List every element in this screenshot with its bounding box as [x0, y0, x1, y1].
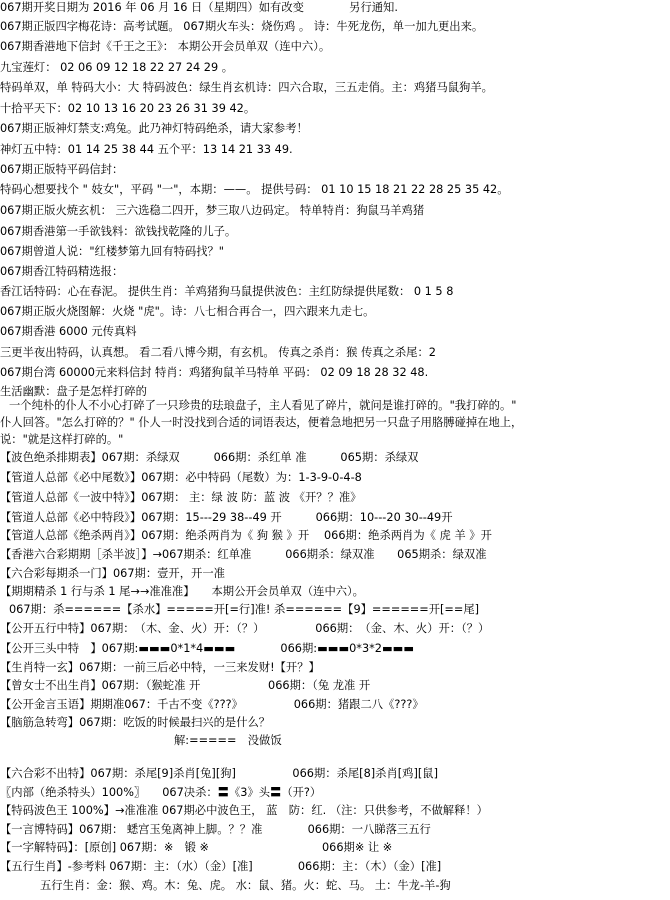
- text-line-draw-date: 067期开奖日期为 2016 年 06 月 16 日（星期四）如有改变 另行通知.: [0, 1, 398, 14]
- text-line-five-zodiac: 【五行生肖】-参考料 067期：主：（水）（金）[准] 066期：主：（木）（金）[准]: [0, 860, 442, 873]
- text-line-humor-title: 生活幽默：盘子是怎样打碎的: [0, 385, 147, 398]
- text-line-taoist: 067期曾道人说："红楼梦第九回有特码找？": [0, 245, 225, 258]
- text-line-zodiac-mystery: 【生肖特一玄】067期：一前三后必中特，一三来发财!【开？】: [0, 661, 320, 674]
- text-line-lamp-ban: 067期正版神灯禁支:鸡兔。此乃神灯特码绝杀，请大家参考！: [0, 122, 308, 135]
- text-line-tail-number: 【管道人总部《必中尾数》】067期：必中特码（尾数）为：1-3-9-0-4-8: [0, 471, 362, 484]
- text-line-kill-gate: 【六合彩每期杀一门】067期：壹开，开一准: [0, 567, 225, 580]
- text-line-five-zodiac-list: 五行生肖：金：猴、鸡。木：兔、虎。 水：鼠、猪。火：蛇、马。 土：牛龙-羊-狗: [40, 879, 451, 892]
- text-line-ms-zeng: 【曾女士不出生肖】067期：（猴蛇准 开 066期：（兔 龙准 开: [0, 679, 371, 692]
- text-line-one-word-bet: 【一言博特码】067期： 蟋宫玉兔离神上脚。？？准 066期：一八睇落三五行: [0, 823, 431, 836]
- text-line-code-heart: 特码心想要找个 " 妓女"，平码 "一"，本期：——。 提供号码： 01 10 15 18 21 22 28 25 35 42。: [0, 183, 509, 196]
- text-line-internal: 〖内部（绝杀特头）100%〗 067决杀：〓《3》头〓（开?）: [0, 786, 322, 799]
- text-line-plum-poem: 067期正版四字梅花诗：高考试题。 067期火车头：烧伤鸡 。 诗：牛死龙伤，单一加九更出来。: [0, 20, 484, 33]
- text-line-fire-mystery: 067期正版火焼玄机： 三六选稳二四开，梦三取八边码定。 特单特肖：狗鼠马羊鸡猪: [0, 204, 425, 217]
- text-line-kill-row: 【期期精杀 1 行与杀 1 尾→→准准准】 本期公开会员单双（连中六）。: [0, 585, 364, 598]
- text-line-ten-numbers: 十拾平天下：02 10 13 16 20 23 26 31 39 42。: [0, 102, 256, 115]
- text-line-humor-2: 仆人回答。"怎么打碎的？" 仆人一时没找到合适的词语表达，便着急地把另一只盘子用胳膊碰掉在地上，: [0, 416, 523, 429]
- text-line-humor-3: 说："就是这样打碎的。": [0, 433, 124, 446]
- text-line-humor-1: 一个纯朴的仆人不小心打碎了一只珍贵的珐琅盘子，主人看见了碎片，就问是谁打碎的。"我打碎的。": [9, 399, 517, 412]
- text-line-envelope: 067期香港地下信封《千王之王》： 本期公开会员单双（连中六）。: [0, 40, 331, 53]
- text-line-kill-two: 【管道人总部《绝杀两肖》】067期：绝杀两肖为《 狗 猴 》开 066期：绝杀两肖为《 虎 羊 》开: [0, 529, 492, 542]
- text-line-half-wave: 【香港六合彩期期［杀半波］】→067期杀：红单准 066期杀：绿双准 065期杀：绿双准: [0, 548, 487, 561]
- text-line-one-char: 【一字解特码】：[原创] 067期：※ 锻 ※ 066期※ 让 ※: [0, 841, 393, 854]
- text-line-wave-color: 【波色绝杀排期表】067期：杀绿双 066期：杀红单 准 065期：杀绿双: [0, 451, 419, 464]
- text-line-fire-diagram: 067期正版火烧图解：火烧 "虎"。诗：八七相合再合一，四六跟来九走七。: [0, 305, 375, 318]
- text-line-riddle: 【脑筋急转弯】067期：吃饭的时候最扫兴的是什么？: [0, 716, 271, 729]
- text-line-five-elements: 【公开五行中特】067期： （木、金、火）开：（？） 066期： （金、木、火）开：（？）: [0, 622, 490, 635]
- text-line-wave-king: 【特码波色王 100%】→准准准 067期必中波色王， 蓝 防：红. （注：只供参考，不做解释！）: [0, 804, 488, 817]
- text-line-special-code: 特码单双，单 特码大小：大 特码波色：绿生肖玄机诗：四六合取，三五走俏。主：鸡猪马鼠狗羊。: [0, 81, 493, 94]
- text-line-one-wave: 【管道人总部《一波中特》】067期： 主：绿 波 防：蓝 波 《开？？准》: [0, 491, 362, 504]
- text-line-lotus-lamp: 九宝莲灯： 02 06 09 12 18 22 27 24 29 。: [0, 61, 234, 74]
- text-line-lamp-five: 神灯五中特：01 14 25 38 44 五个平：13 14 21 33 49.: [0, 143, 293, 156]
- text-line-kill-water: 067期：杀======【杀水】=====开[=行]准! 杀======【9】======开[==尾]: [9, 603, 480, 616]
- text-line-three-heads: 【公开三头中特 】067期:▬▬▬0*1*4▬▬▬ 066期:▬▬▬0*3*2▬▬▬: [0, 642, 414, 655]
- text-line-midnight: 三更半夜出特码，认真想。 看二看八博今期，有玄机。 传真之杀肖：猴 传真之杀尾：2: [0, 346, 436, 359]
- text-line-riddle-answer: 解:===== 没做饭: [174, 734, 282, 747]
- text-line-no-special: 【六合彩不出特】067期：杀尾[9]杀肖[兔][狗] 066期：杀尾[8]杀肖[鸡][鼠]: [0, 767, 438, 780]
- text-line-taiwan: 067期台湾 60000元来料信封 特肖：鸡猪狗鼠羊马特单 平码： 02 09 18 28 32 48.: [0, 366, 429, 379]
- text-line-xiangjiang: 067期香江特码精选报：: [0, 265, 124, 278]
- text-line-fax-6000: 067期香港 6000 元传真料: [0, 325, 137, 338]
- text-line-special-range: 【管道人总部《必中特段》】067期：15---29 38--49 开 066期：10---20 30--49开: [0, 511, 453, 524]
- text-line-xiangjiang-talk: 香江话特码：心在春泥。 提供生肖：羊鸡猪狗马鼠提供波色：主红防绿提供尾数： 0 1 5 8: [0, 285, 454, 298]
- text-line-hk-first: 067期香港第一手欲钱料：欲钱找乾隆的儿子。: [0, 225, 237, 238]
- text-line-flat-code: 067期正版特平码信封：: [0, 163, 124, 176]
- text-line-golden-words: 【公开金言玉语】期期准067：千古不变《???》 066期：猪跟二八《???》: [0, 698, 424, 711]
- text-line-blank: [0, 751, 670, 766]
